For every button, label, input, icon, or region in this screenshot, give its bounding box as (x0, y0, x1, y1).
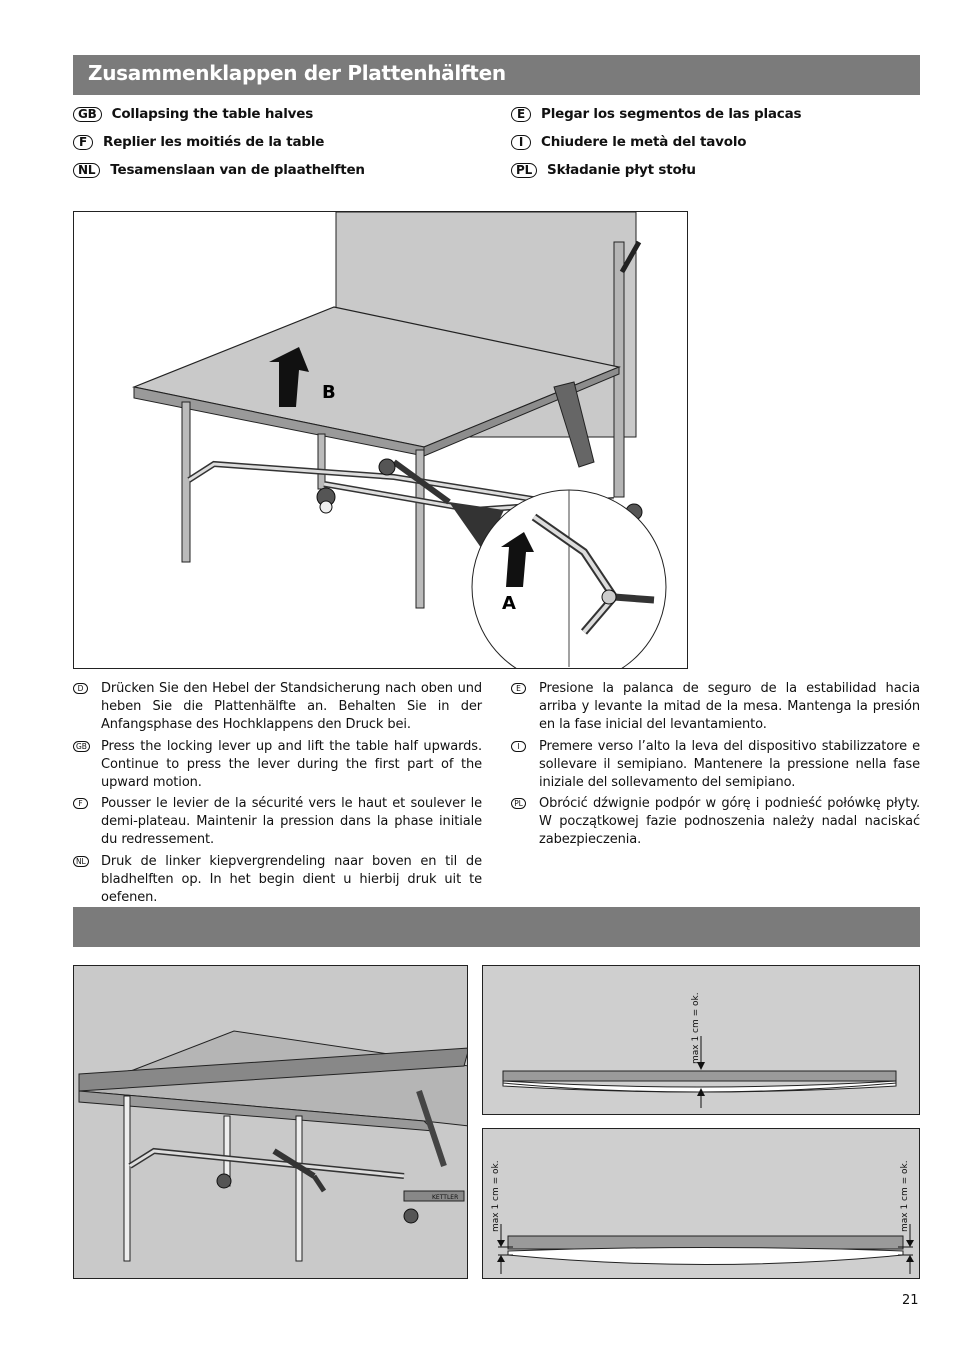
arrow-down-icon (906, 1240, 914, 1247)
lang-text: Collapsing the table halves (111, 106, 314, 122)
lang-badge: NL (73, 163, 100, 178)
tolerance-label: max 1 cm = ok. (691, 992, 701, 1064)
lang-badge: PL (511, 163, 537, 178)
lang-text: Składanie płyt stołu (547, 162, 696, 178)
lang-text: Chiudere le metà del tavolo (541, 134, 747, 150)
tolerance-label-left: max 1 cm = ok. (491, 1160, 501, 1232)
instruction-nl (76, 853, 482, 907)
instruction-text: Drücken Sie den Hebel der Standsicherung nach oben und heben Sie die Plattenhälfte an. Behalten Sie in der Anfangsphase des Hochklappens den Druck bei. (101, 681, 482, 732)
arrow-down-icon (497, 1240, 505, 1247)
lang-badge-mini: F (73, 798, 88, 809)
label-b: B (322, 382, 336, 403)
lang-row-i (511, 134, 746, 150)
lang-row-gb (73, 106, 313, 122)
instruction-es (516, 680, 920, 734)
lang-row-pl (511, 162, 696, 178)
tolerance-label-right: max 1 cm = ok. (900, 1160, 910, 1232)
lang-row-nl (73, 162, 365, 178)
lang-badge: I (511, 135, 531, 150)
instruction-text: Premere verso l’alto la leva del dispositivo stabilizzatore e sollevare il semipiano. Mantenere la pressione nella fase iniziale del sollevamento del semipiano. (539, 739, 920, 790)
page-number: 21 (902, 1293, 919, 1308)
instruction-text: Press the locking lever up and lift the table half upwards. Continue to press the lever during the first part of the upward motion. (101, 739, 482, 790)
brand-label: KETTLER (432, 1194, 459, 1201)
instruction-de (77, 680, 482, 734)
lang-badge-mini: D (73, 683, 88, 694)
instruction-it (517, 738, 920, 792)
tolerance-center-illustration (482, 965, 920, 1115)
lang-text: Replier les moitiés de la table (103, 134, 325, 150)
arrow-up-icon (497, 1255, 505, 1262)
lang-badge-mini: PL (511, 798, 526, 809)
main-illustration (73, 211, 688, 669)
folded-table-illustration (73, 965, 468, 1279)
lang-row-f (73, 134, 324, 150)
lang-badge: E (511, 107, 531, 122)
lang-badge-mini: E (511, 683, 526, 694)
lang-badge: GB (73, 107, 102, 122)
instruction-fr (78, 795, 482, 849)
lang-badge-mini: I (511, 741, 526, 752)
instruction-text: Presione la palanca de seguro de la estabilidad hacia arriba y levante la mitad de la mesa. Mantenga la presión en la fase inicial del levantamiento. (539, 681, 920, 732)
instruction-gb (76, 738, 482, 792)
instruction-text: Obrócić dźwignie podpór w górę i podnieść połówkę płyty. W początkowej fazie podnoszenia należy nadal naciskać zabezpieczenia. (539, 796, 920, 847)
lang-badge: F (73, 135, 93, 150)
instruction-pl (514, 795, 920, 849)
lang-text: Plegar los segmentos de las placas (541, 106, 802, 122)
tolerance-ends-illustration (482, 1128, 920, 1279)
section-header-bar-2 (73, 907, 920, 947)
instruction-text: Pousser le levier de la sécurité vers le haut et soulever le demi-plateau. Maintenir la pression dans la phase initiale du redressement. (101, 796, 482, 847)
arrow-up-icon (906, 1255, 914, 1262)
page-title: Zusammenklappen der Plattenhälften (88, 61, 506, 85)
lang-badge-mini: NL (73, 856, 89, 867)
instruction-text: Druk de linker kiepvergrendeling naar boven en til de bladhelften op. In het begin dient u hierbij druk uit te oefenen. (101, 854, 482, 905)
label-a: A (502, 593, 516, 614)
lang-row-e (511, 106, 801, 122)
lang-text: Tesamenslaan van de plaathelften (110, 162, 365, 178)
lang-badge-mini: GB (73, 741, 90, 752)
